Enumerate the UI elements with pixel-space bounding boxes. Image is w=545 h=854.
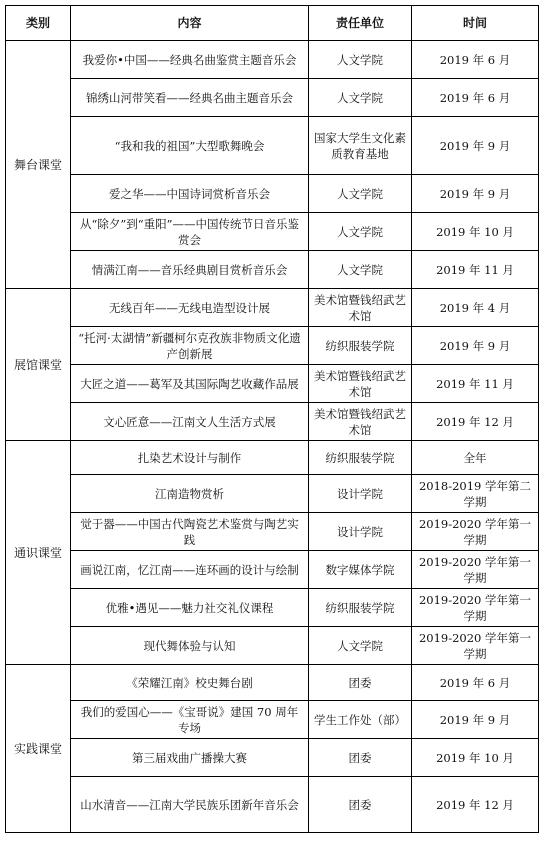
content-cell: 爱之华——中国诗词赏析音乐会 <box>71 175 309 213</box>
unit-cell: 人文学院 <box>309 251 412 289</box>
content-cell: 现代舞体验与认知 <box>71 627 309 665</box>
table-row <box>6 777 539 833</box>
table-row <box>6 175 539 213</box>
time-cell: 2019 年 6 月 <box>412 665 539 701</box>
content-cell: 《荣耀江南》校史舞台剧 <box>71 665 309 701</box>
content-cell: “托河·太湖情”新疆柯尔克孜族非物质文化遗产创新展 <box>71 327 309 365</box>
table-row <box>6 701 539 739</box>
table-row <box>6 251 539 289</box>
table-row <box>6 665 539 701</box>
time-cell: 2018-2019 学年第二学期 <box>412 475 539 513</box>
unit-cell: 数字媒体学院 <box>309 551 412 589</box>
category-cell: 实践课堂 <box>6 665 71 833</box>
category-cell: 展馆课堂 <box>6 289 71 441</box>
header-content: 内容 <box>71 6 309 41</box>
table-row <box>6 327 539 365</box>
content-cell: 山水清音——江南大学民族乐团新年音乐会 <box>71 777 309 833</box>
content-cell: 从“除夕”到“重阳”——中国传统节日音乐鉴赏会 <box>71 213 309 251</box>
unit-cell: 人文学院 <box>309 41 412 79</box>
time-cell: 2019 年 12 月 <box>412 403 539 441</box>
schedule-table <box>5 5 539 833</box>
content-cell: 无线百年——无线电造型设计展 <box>71 289 309 327</box>
header-time: 时间 <box>412 6 539 41</box>
unit-cell: 团委 <box>309 665 412 701</box>
time-cell: 2019 年 11 月 <box>412 365 539 403</box>
time-cell: 2019 年 11 月 <box>412 251 539 289</box>
time-cell: 2019-2020 学年第一学期 <box>412 589 539 627</box>
unit-cell: 团委 <box>309 739 412 777</box>
category-cell: 舞台课堂 <box>6 41 71 289</box>
unit-cell: 人文学院 <box>309 627 412 665</box>
table-row <box>6 551 539 589</box>
header-category: 类别 <box>6 6 71 41</box>
table-row <box>6 475 539 513</box>
content-cell: 第三届戏曲广播操大赛 <box>71 739 309 777</box>
time-cell: 2019 年 9 月 <box>412 701 539 739</box>
time-cell: 全年 <box>412 441 539 475</box>
table-row <box>6 589 539 627</box>
content-cell: 我们的爱国心——《宝哥说》建国 70 周年专场 <box>71 701 309 739</box>
time-cell: 2019 年 9 月 <box>412 327 539 365</box>
content-cell: 扎染艺术设计与制作 <box>71 441 309 475</box>
unit-cell: 纺织服装学院 <box>309 589 412 627</box>
table-row <box>6 213 539 251</box>
time-cell: 2019 年 6 月 <box>412 79 539 117</box>
time-cell: 2019 年 10 月 <box>412 213 539 251</box>
unit-cell: 设计学院 <box>309 513 412 551</box>
table-header <box>6 6 539 41</box>
table-row <box>6 117 539 175</box>
table-row <box>6 739 539 777</box>
time-cell: 2019 年 12 月 <box>412 777 539 833</box>
content-cell: 我爱你•中国——经典名曲鉴赏主题音乐会 <box>71 41 309 79</box>
content-cell: 锦绣山河带笑看——经典名曲主题音乐会 <box>71 79 309 117</box>
unit-cell: 设计学院 <box>309 475 412 513</box>
unit-cell: 学生工作处（部） <box>309 701 412 739</box>
content-cell: 大匠之道——葛军及其国际陶艺收藏作品展 <box>71 365 309 403</box>
time-cell: 2019-2020 学年第一学期 <box>412 513 539 551</box>
time-cell: 2019 年 10 月 <box>412 739 539 777</box>
time-cell: 2019 年 4 月 <box>412 289 539 327</box>
unit-cell: 纺织服装学院 <box>309 327 412 365</box>
time-cell: 2019 年 6 月 <box>412 41 539 79</box>
content-cell: “我和我的祖国”大型歌舞晚会 <box>71 117 309 175</box>
unit-cell: 国家大学生文化素质教育基地 <box>309 117 412 175</box>
time-cell: 2019-2020 学年第一学期 <box>412 551 539 589</box>
table-row <box>6 441 539 475</box>
unit-cell: 美术馆暨钱绍武艺术馆 <box>309 365 412 403</box>
unit-cell: 美术馆暨钱绍武艺术馆 <box>309 289 412 327</box>
content-cell: 画说江南，忆江南——连环画的设计与绘制 <box>71 551 309 589</box>
time-cell: 2019-2020 学年第一学期 <box>412 627 539 665</box>
table-row <box>6 403 539 441</box>
table-row <box>6 79 539 117</box>
table-row <box>6 365 539 403</box>
content-cell: 江南造物赏析 <box>71 475 309 513</box>
unit-cell: 美术馆暨钱绍武艺术馆 <box>309 403 412 441</box>
unit-cell: 人文学院 <box>309 79 412 117</box>
category-cell: 通识课堂 <box>6 441 71 665</box>
content-cell: 文心匠意——江南文人生活方式展 <box>71 403 309 441</box>
time-cell: 2019 年 9 月 <box>412 117 539 175</box>
header-row <box>6 6 539 41</box>
content-cell: 优雅•遇见——魅力社交礼仪课程 <box>71 589 309 627</box>
unit-cell: 人文学院 <box>309 175 412 213</box>
content-cell: 情满江南——音乐经典剧目赏析音乐会 <box>71 251 309 289</box>
table-body <box>6 41 539 833</box>
table-row <box>6 289 539 327</box>
table-row <box>6 41 539 79</box>
unit-cell: 团委 <box>309 777 412 833</box>
unit-cell: 人文学院 <box>309 213 412 251</box>
table-row <box>6 627 539 665</box>
unit-cell: 纺织服装学院 <box>309 441 412 475</box>
table-row <box>6 513 539 551</box>
header-unit: 责任单位 <box>309 6 412 41</box>
content-cell: 觉于器——中国古代陶瓷艺术鉴赏与陶艺实践 <box>71 513 309 551</box>
time-cell: 2019 年 9 月 <box>412 175 539 213</box>
